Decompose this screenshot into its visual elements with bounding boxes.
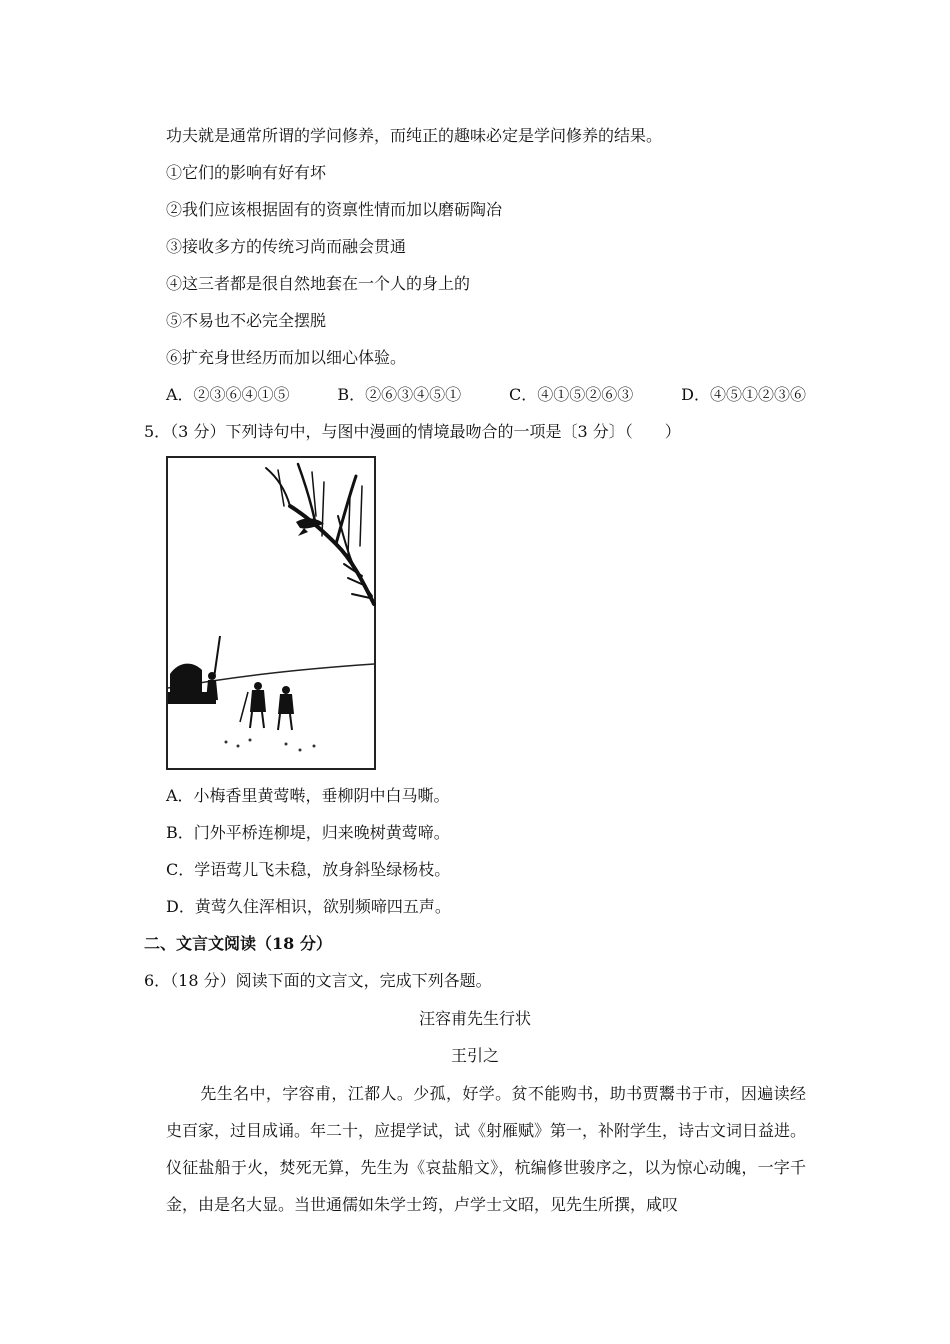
cartoon-figure: [166, 456, 376, 770]
q4-item-5: ⑤不易也不必完全摆脱: [166, 311, 327, 330]
q4-choice-b[interactable]: B．②⑥③④⑤①: [337, 385, 462, 404]
q5-stem: 5．（3 分）下列诗句中，与图中漫画的情境最吻合的一项是〔3 分〕（ ）: [144, 422, 681, 441]
q5-option-c[interactable]: C．学语莺儿飞未稳，放身斜坠绿杨枝。: [166, 860, 451, 879]
q4-item-1: ①它们的影响有好有坏: [166, 163, 327, 182]
passage-title: 汪容甫先生行状: [418, 1009, 531, 1028]
q4-item-6: ⑥扩充身世经历而加以细心体验。: [166, 348, 407, 367]
q4-choices: [166, 384, 806, 406]
q4-item-3: ③接收多方的传统习尚而融会贯通: [166, 237, 407, 256]
q4-choice-c[interactable]: C．④①⑤②⑥③: [509, 385, 634, 404]
q5-option-d[interactable]: D．黄莺久住浑相识，欲别频啼四五声。: [166, 897, 451, 916]
q4-intro: 功夫就是通常所谓的学问修养，而纯正的趣味必定是学问修养的结果。: [166, 126, 663, 145]
q4-choice-d[interactable]: D．④⑤①②③⑥: [681, 385, 806, 404]
q5-option-b[interactable]: B．门外平桥连柳堤，归来晚树黄莺啼。: [166, 823, 450, 842]
q4-item-4: ④这三者都是很自然地套在一个人的身上的: [166, 274, 471, 293]
q4-item-2: ②我们应该根据固有的资禀性情而加以磨砺陶冶: [166, 200, 503, 219]
section-heading: 二、文言文阅读（18 分）: [144, 934, 332, 953]
passage-body-text: 先生名中，字容甫，江都人。少孤，好学。贫不能购书，助书贾鬻书于市，因遍读经史百家，过目成诵。年二十，应提学试，试《射雁赋》第一，补附学生，诗古文词日益进。仪征盐船于火，焚死无算，先生为《哀盐船文》，杭编修世骏序之，以为惊心动魄，一字千金，由是名大显。当世通儒如朱学士筠，卢学士文昭，见先生所撰，咸叹: [166, 1084, 807, 1214]
passage-body: [166, 1075, 806, 1223]
q6-stem: 6．（18 分）阅读下面的文言文，完成下列各题。: [144, 971, 492, 990]
q4-choice-a[interactable]: A．②③⑥④①⑤: [166, 385, 290, 404]
q5-option-a[interactable]: A．小梅香里黄莺啭，垂柳阴中白马嘶。: [166, 786, 450, 805]
cartoon-illustration: [166, 456, 376, 770]
passage-author: 王引之: [450, 1046, 499, 1065]
